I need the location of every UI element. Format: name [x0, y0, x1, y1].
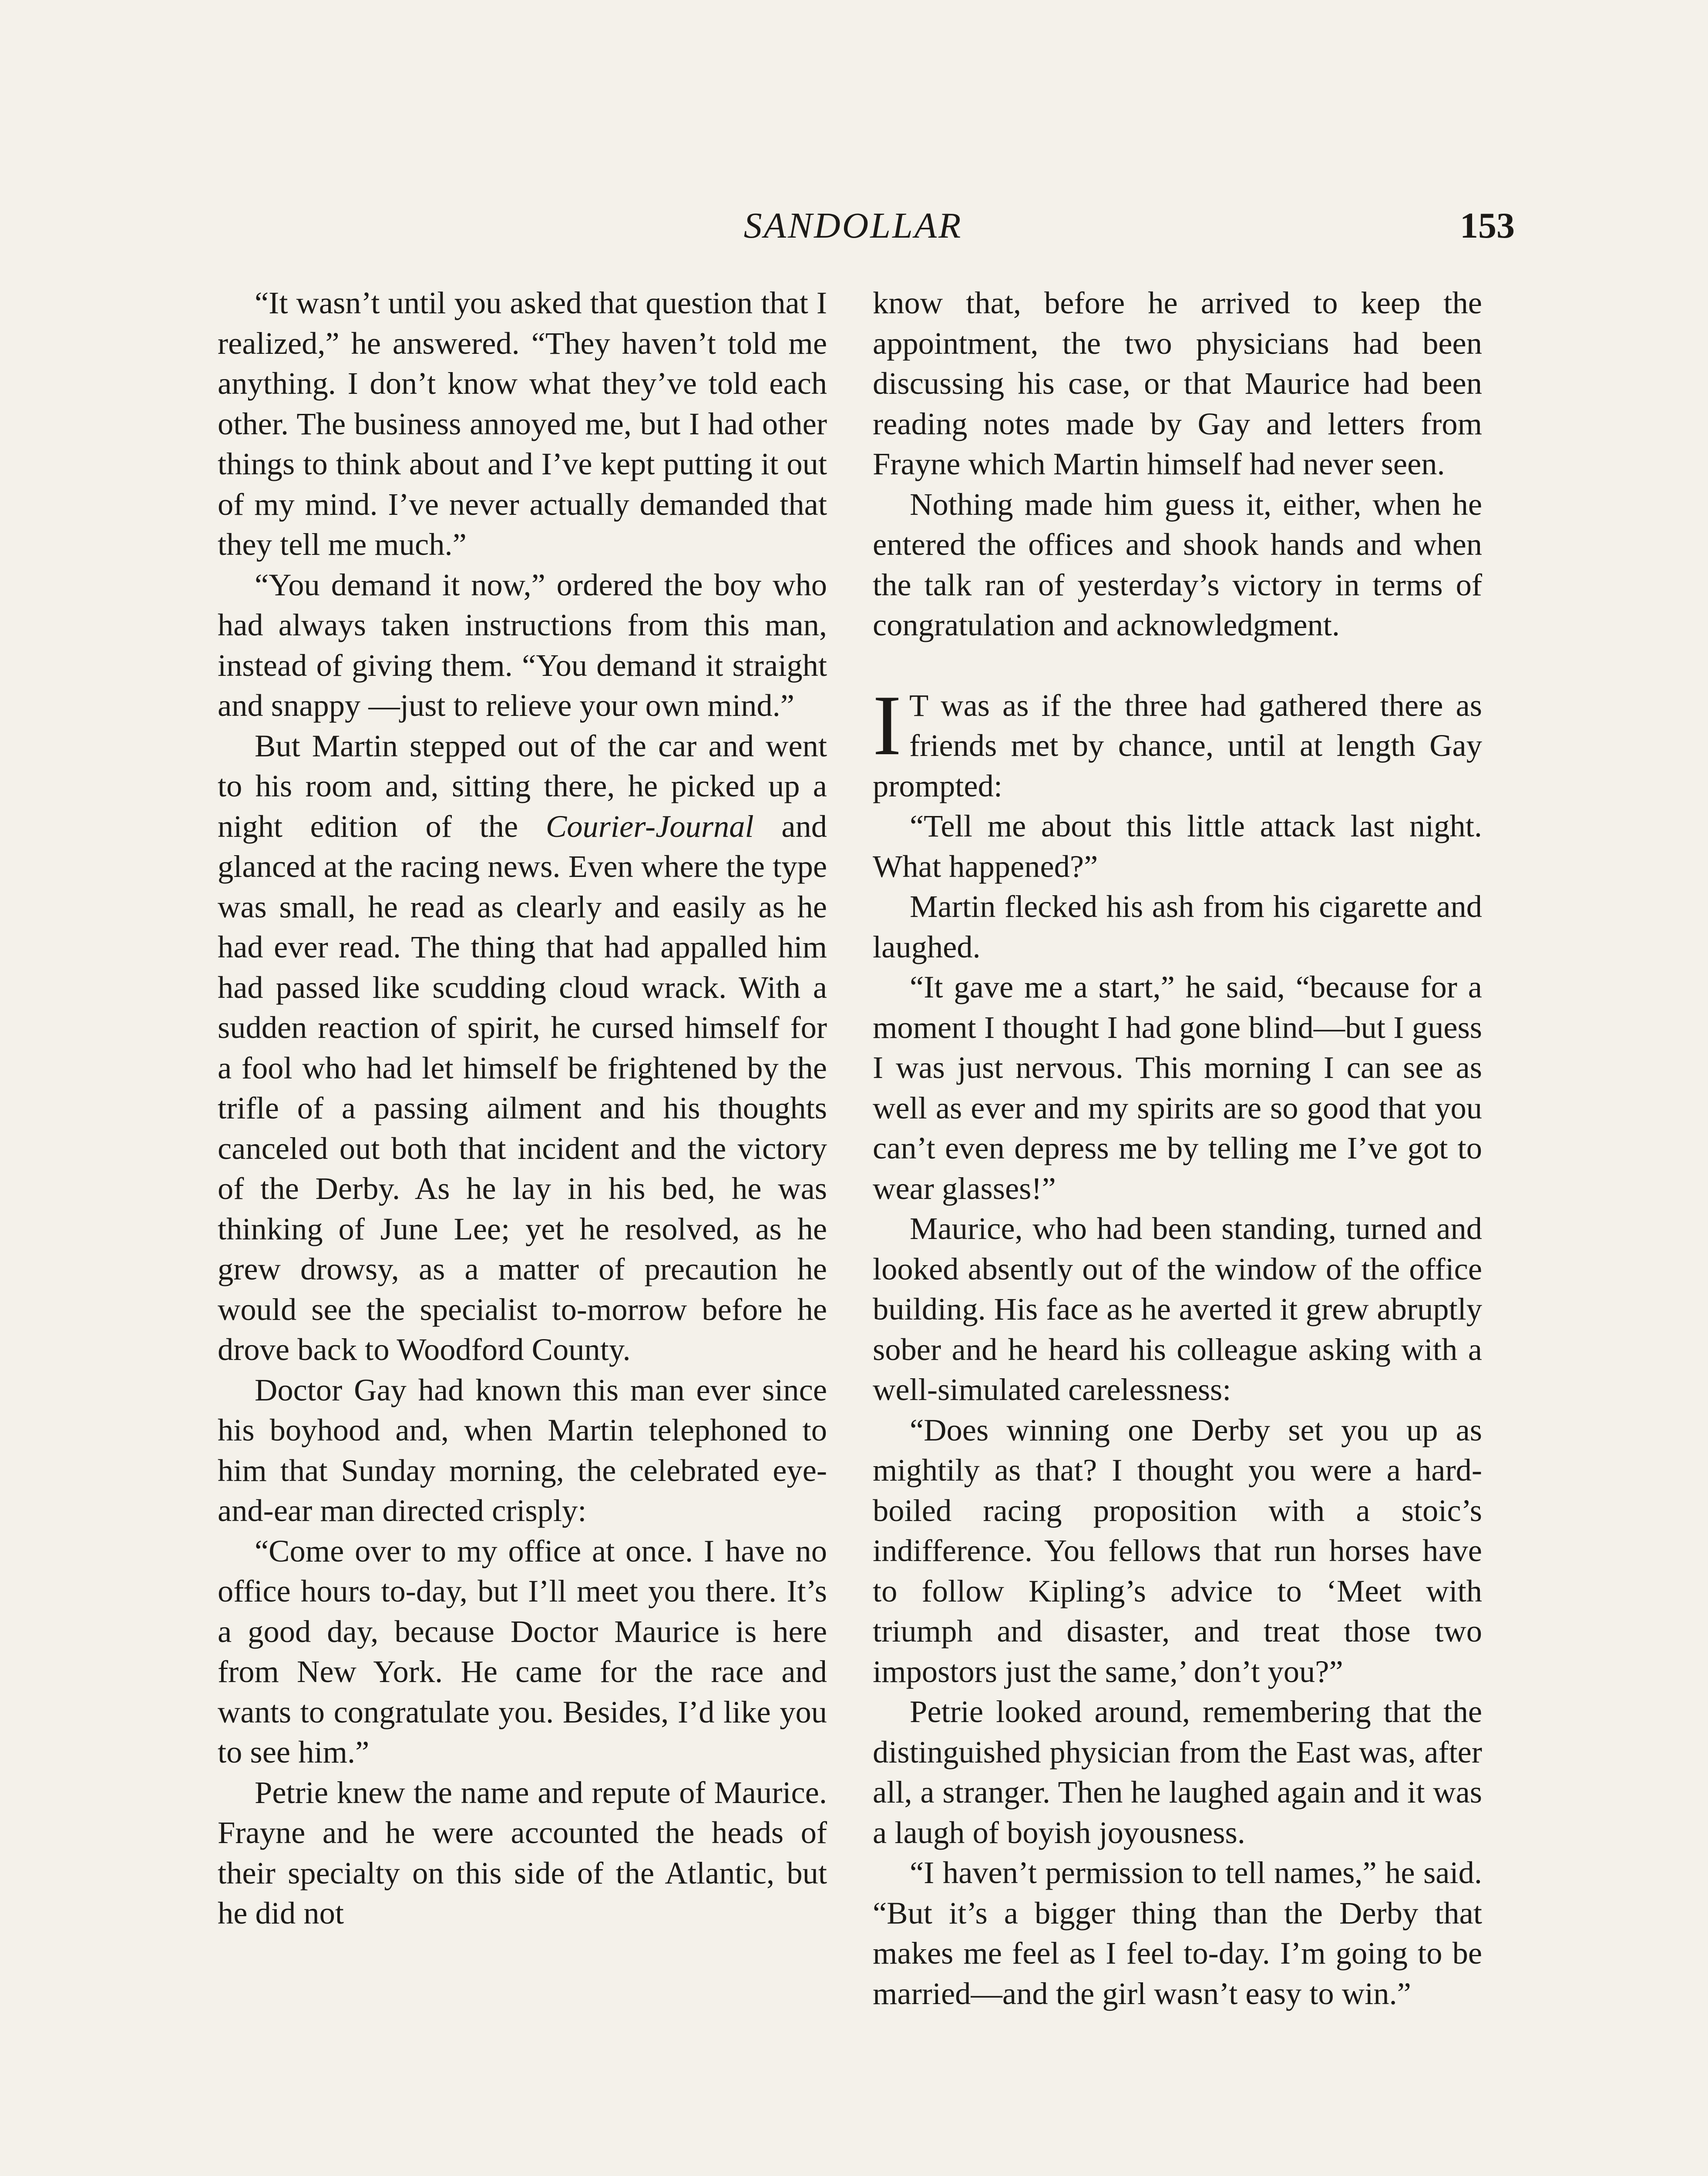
- page-header: [0, 205, 1708, 257]
- page-number: 153: [1460, 205, 1515, 246]
- paragraph: “Come over to my office at once. I have no office hours to-day, but I’ll meet you there. It’s a good day, because Doctor Maurice is here from New York. He came for the race and wants to congratulate you. Besides, I’d like you to see him.”: [218, 1533, 827, 1770]
- paragraph: “You demand it now,” ordered the boy who had always taken instructions from this man, instead of giving them. “You demand it straight and snappy —just to relieve your own mind.”: [218, 567, 827, 723]
- drop-cap: I: [873, 677, 901, 773]
- paragraph-text: T was as if the three had gathered there as friends met by chance, until at length Gay prompted:: [873, 687, 1482, 803]
- paragraph: “Tell me about this little attack last night. What happened?”: [873, 808, 1482, 884]
- newspaper-title: Courier-Journal: [545, 808, 754, 844]
- paragraph: “I haven’t permission to tell names,” he said. “But it’s a bigger thing than the Derby that makes me feel as I feel to-day. I’m going to be married—and the girl wasn’t easy to win.”: [873, 1855, 1482, 2011]
- running-title: SANDOLLAR: [743, 205, 963, 246]
- left-column: [218, 283, 827, 1934]
- paragraph: Petrie knew the name and repute of Maurice. Frayne and he were accounted the heads of their specialty on this side of the Atlantic, but he did not: [218, 1774, 827, 1931]
- right-column: [873, 283, 1482, 2014]
- paragraph: “It wasn’t until you asked that question that I realized,” he answered. “They haven’t told me anything. I don’t know what they’ve told each other. The business annoyed me, but I had other things to think about and I’ve kept putting it out of my mind. I’ve never actually demanded that they tell me much.”: [218, 285, 827, 562]
- paragraph: know that, before he arrived to keep the appointment, the two physicians had been discussing his case, or that Maurice had been reading notes made by Gay and letters from Frayne which Martin himself had never seen.: [873, 285, 1482, 481]
- paragraph-text: and glanced at the racing news. Even where the type was small, he read as clearly and easily as he had ever read. The thing that had appalled him had passed like scudding cloud wrack. With a sudden reaction of spirit, he cursed himself for a fool who had let himself be frightened by the trifle of a passing ailment and his thoughts canceled out both that incident and the victory of the Derby. As he lay in his bed, he was thinking of June Lee; yet he resolved, as he grew drowsy, as a matter of precaution he would see the specialist to-morrow before he drove back to Woodford County.: [218, 808, 827, 1367]
- paragraph: Martin flecked his ash from his cigarette and laughed.: [873, 889, 1482, 964]
- paragraph-text: But Martin stepped out of the car and went to his room and, sitting there, he picked up a night edition of the: [218, 728, 827, 844]
- section-opening-paragraph: [873, 677, 1482, 806]
- paragraph: Maurice, who had been standing, turned and looked absently out of the window of the office building. His face as he averted it grew abruptly sober and he heard his colleague asking with a well-simulated carelessness:: [873, 1211, 1482, 1407]
- paragraph: “Does winning one Derby set you up as mightily as that? I thought you were a hard-boiled racing proposition with a stoic’s indifference. You fellows that run horses have to follow Kipling’s advice to ‘Meet with triumph and disaster, and treat those two impostors just the same,’ don’t you?”: [873, 1412, 1482, 1689]
- paragraph: “It gave me a start,” he said, “because for a moment I thought I had gone blind—but I guess I was just nervous. This morning I can see as well as ever and my spirits are so good that you can’t even depress me by telling me I’ve got to wear glasses!”: [873, 969, 1482, 1206]
- paragraph: Doctor Gay had known this man ever since his boyhood and, when Martin telephoned to him that Sunday morning, the celebrated eye-and-ear man directed crisply:: [218, 1372, 827, 1528]
- paragraph: Petrie looked around, remembering that the distinguished physician from the East was, after all, a stranger. Then he laughed again and it was a laugh of boyish joyousness.: [873, 1694, 1482, 1850]
- paragraph: Nothing made him guess it, either, when he entered the offices and shook hands and when the talk ran of yesterday’s victory in terms of congratulation and acknowledgment.: [873, 486, 1482, 642]
- paragraph: [218, 726, 827, 1370]
